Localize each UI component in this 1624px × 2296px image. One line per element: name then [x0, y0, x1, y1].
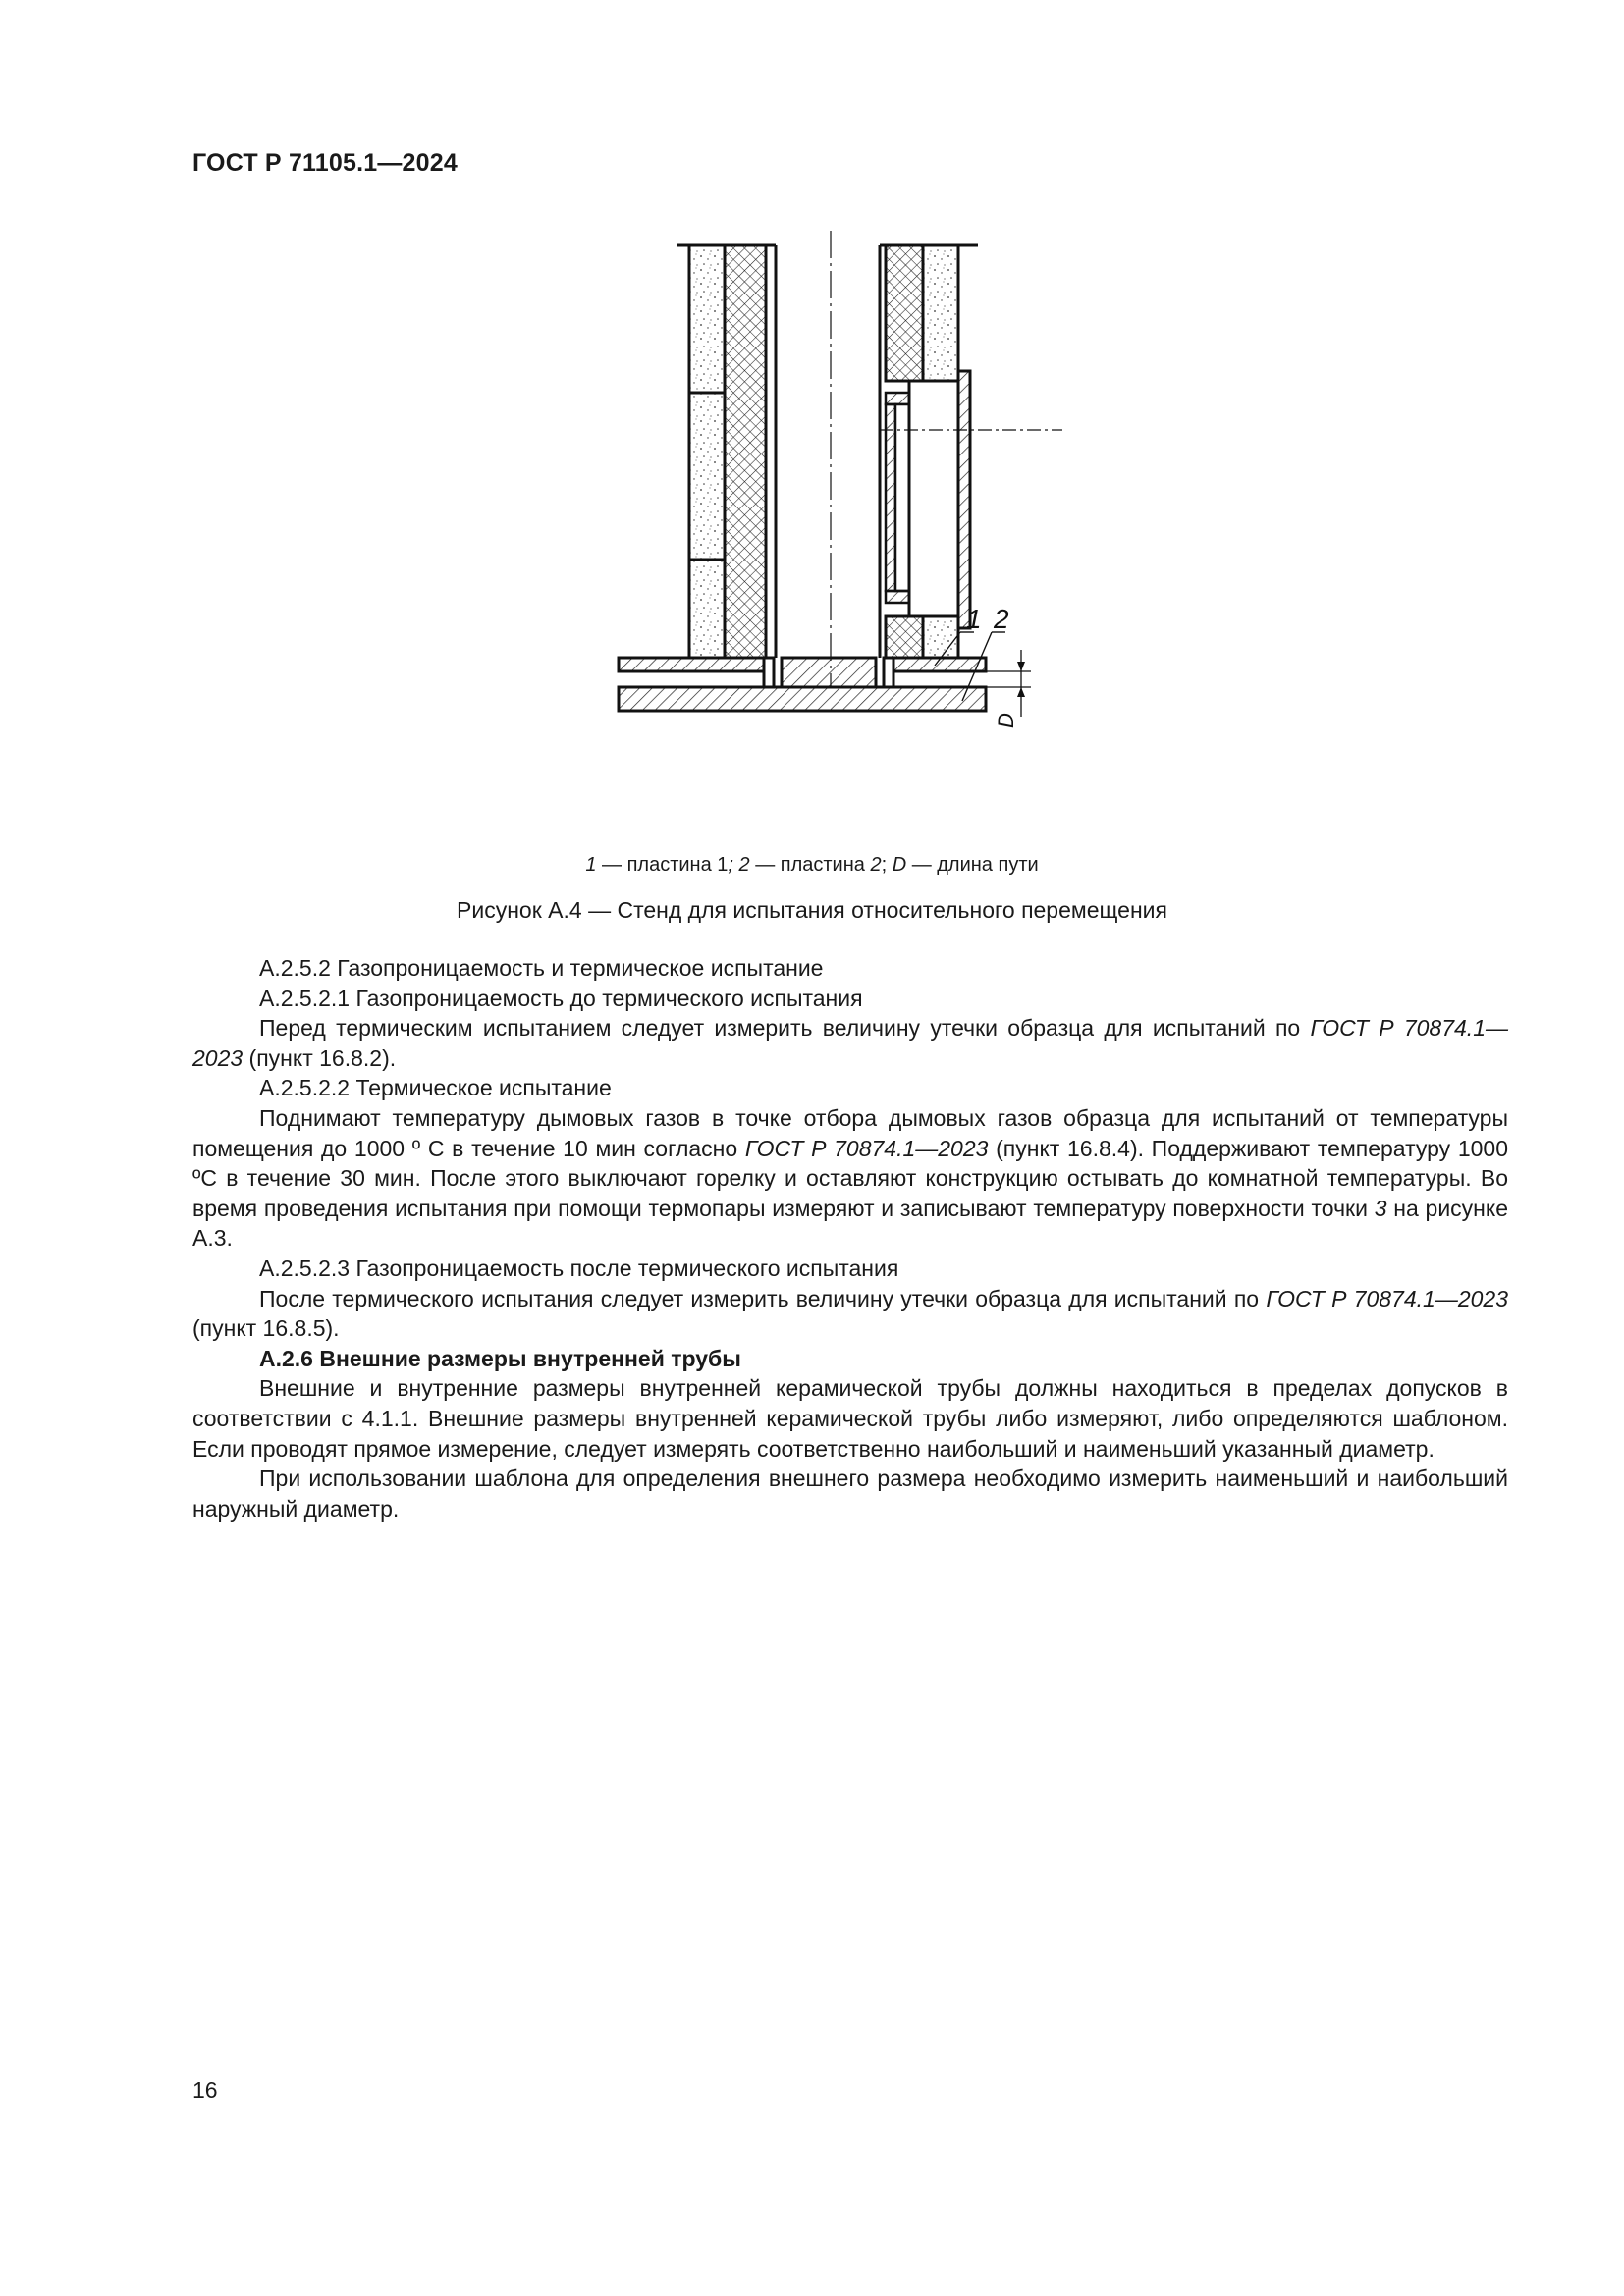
plate-2: [619, 687, 986, 711]
standard-reference: ГОСТ Р 70874.1—2023: [1266, 1285, 1508, 1311]
right-lower-insulation: [923, 616, 958, 658]
right-upper-insulation: [923, 245, 958, 381]
paragraph-thermal-test: Поднимают температуру дымовых газов в точке отбора дымовых газов образца для испытаний от температуры помещения до 1000 º С в течение 10 мин согласно ГОСТ Р 70874.1—2023 (пункт 16.8.4). Поддерживают температуру 1000 ºС в течение 30 мин. После этого выключают горелку и оставляют конструкцию остывать до комнатной температуры. Во время проведения испытания при помощи термопары измеряют и записывают температуру поверхности точки 3 на рисунке А.3.: [192, 1104, 1509, 1252]
standard-reference: ГОСТ Р 70874.1—2023: [744, 1135, 989, 1161]
dimension-label-d: D: [994, 713, 1018, 728]
left-insulation-blocks: [689, 245, 725, 658]
figure-legend: 1 — пластина 1; 2 — пластина 2; D — длина пути: [585, 854, 1039, 876]
test-stand-drawing: [589, 226, 1139, 834]
right-lower-ceramic: [886, 616, 923, 658]
paragraph-dimensions: Внешние и внутренние размеры внутренней керамической трубы должны находиться в пределах допусков в соответствии с 4.1.1. Внешние размеры внутренней керамической трубы либо измеряют, либо определяются шаблоном. Если проводят прямое измерение, следует измерять соответственно наибольший и наименьший указанный диаметр.: [192, 1375, 1508, 1462]
side-cover-plate: [958, 371, 970, 628]
right-upper-ceramic: [886, 245, 923, 381]
paragraph-after-test: После термического испытания следует измерить величину утечки образца для испытаний по ГОСТ Р 70874.1—2023 (пункт 16.8.5).: [192, 1285, 1508, 1342]
plate-1: [619, 658, 986, 687]
section-heading-a2521: А.2.5.2.1 Газопроницаемость до термического испытания: [259, 985, 863, 1011]
dimension-d: [986, 650, 1031, 717]
figure-caption: Рисунок А.4 — Стенд для испытания относительного перемещения: [457, 897, 1167, 923]
document-body: [192, 953, 1508, 1523]
left-ceramic-layer: [725, 245, 766, 658]
standard-reference: ГОСТ Р 70874.1—2023: [192, 1015, 1508, 1071]
paragraph-before-test: Перед термическим испытанием следует измерить величину утечки образца для испытаний по ГОСТ Р 70874.1—2023 (пункт 16.8.2).: [192, 1015, 1508, 1071]
paragraph-template: При использовании шаблона для определения внешнего размера необходимо измерить наименьший и наибольший наружный диаметр.: [192, 1466, 1508, 1522]
page-number: 16: [192, 2077, 218, 2103]
right-middle-section: [909, 381, 958, 616]
section-heading-a252: А.2.5.2 Газопроницаемость и термическое испытание: [259, 955, 824, 981]
callout-2: 2: [994, 604, 1009, 634]
section-heading-a26: А.2.6 Внешние размеры внутренней трубы: [259, 1345, 741, 1371]
section-heading-a2522: А.2.5.2.2 Термическое испытание: [259, 1075, 612, 1101]
callout-1: 1: [966, 604, 982, 634]
section-heading-a2523: А.2.5.2.3 Газопроницаемость после термического испытания: [259, 1255, 899, 1281]
document-header: ГОСТ Р 71105.1—2024: [192, 149, 458, 177]
